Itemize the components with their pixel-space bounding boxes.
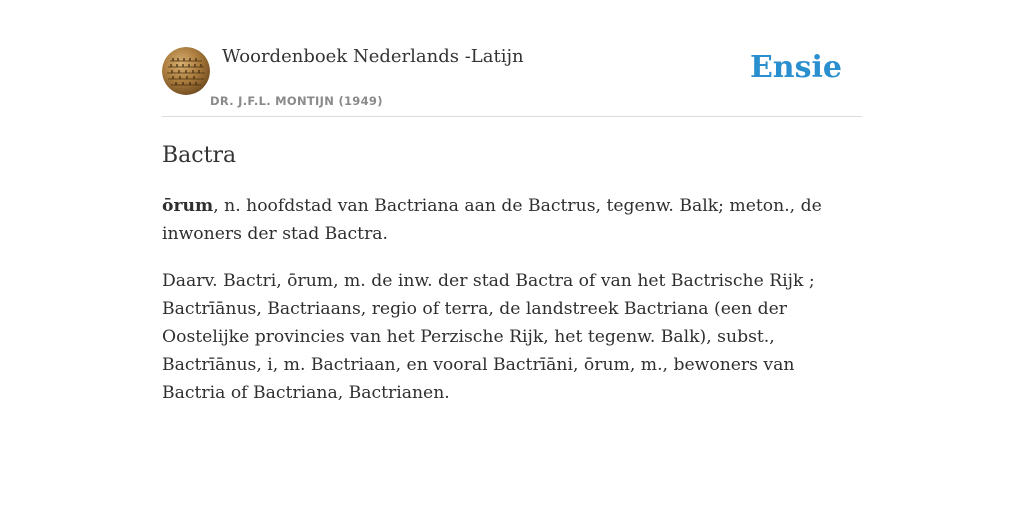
page-container: [162, 0, 862, 407]
dictionary-title[interactable]: Woordenboek Nederlands -Latijn: [222, 46, 524, 67]
ensie-logo-link[interactable]: Ensie: [749, 50, 842, 85]
bronze-coin-logo-icon[interactable]: [162, 47, 210, 95]
derivation-paragraph: Daarv. Bactri, ōrum, m. de inw. der stad Bactra of van het Bactrische Rijk ; Bactrīānus, Bactriaans, regio of terra, de landstreek Bactriana (een der Oostelijke provincies van het Perzische Rijk, het tegenw. Balk), subst., Bactrīānus, i, m. Bactriaan, en vooral Bactrīāni, ōrum, m., bewoners van Bactria of Bactriana, Bactrianen.: [162, 271, 815, 403]
entry-headword: Bactra: [162, 143, 237, 168]
definition-text: , n. hoofdstad van Bactriana aan de Bactrus, tegenw. Balk; meton., de inwoners der stad Bactra.: [162, 196, 822, 244]
dictionary-header: [162, 0, 862, 117]
definition-lead: ōrum: [162, 196, 214, 216]
dictionary-author: DR. J.F.L. MONTIJN (1949): [210, 94, 383, 108]
entry-body: [162, 192, 862, 407]
definition-paragraph: [162, 192, 862, 248]
